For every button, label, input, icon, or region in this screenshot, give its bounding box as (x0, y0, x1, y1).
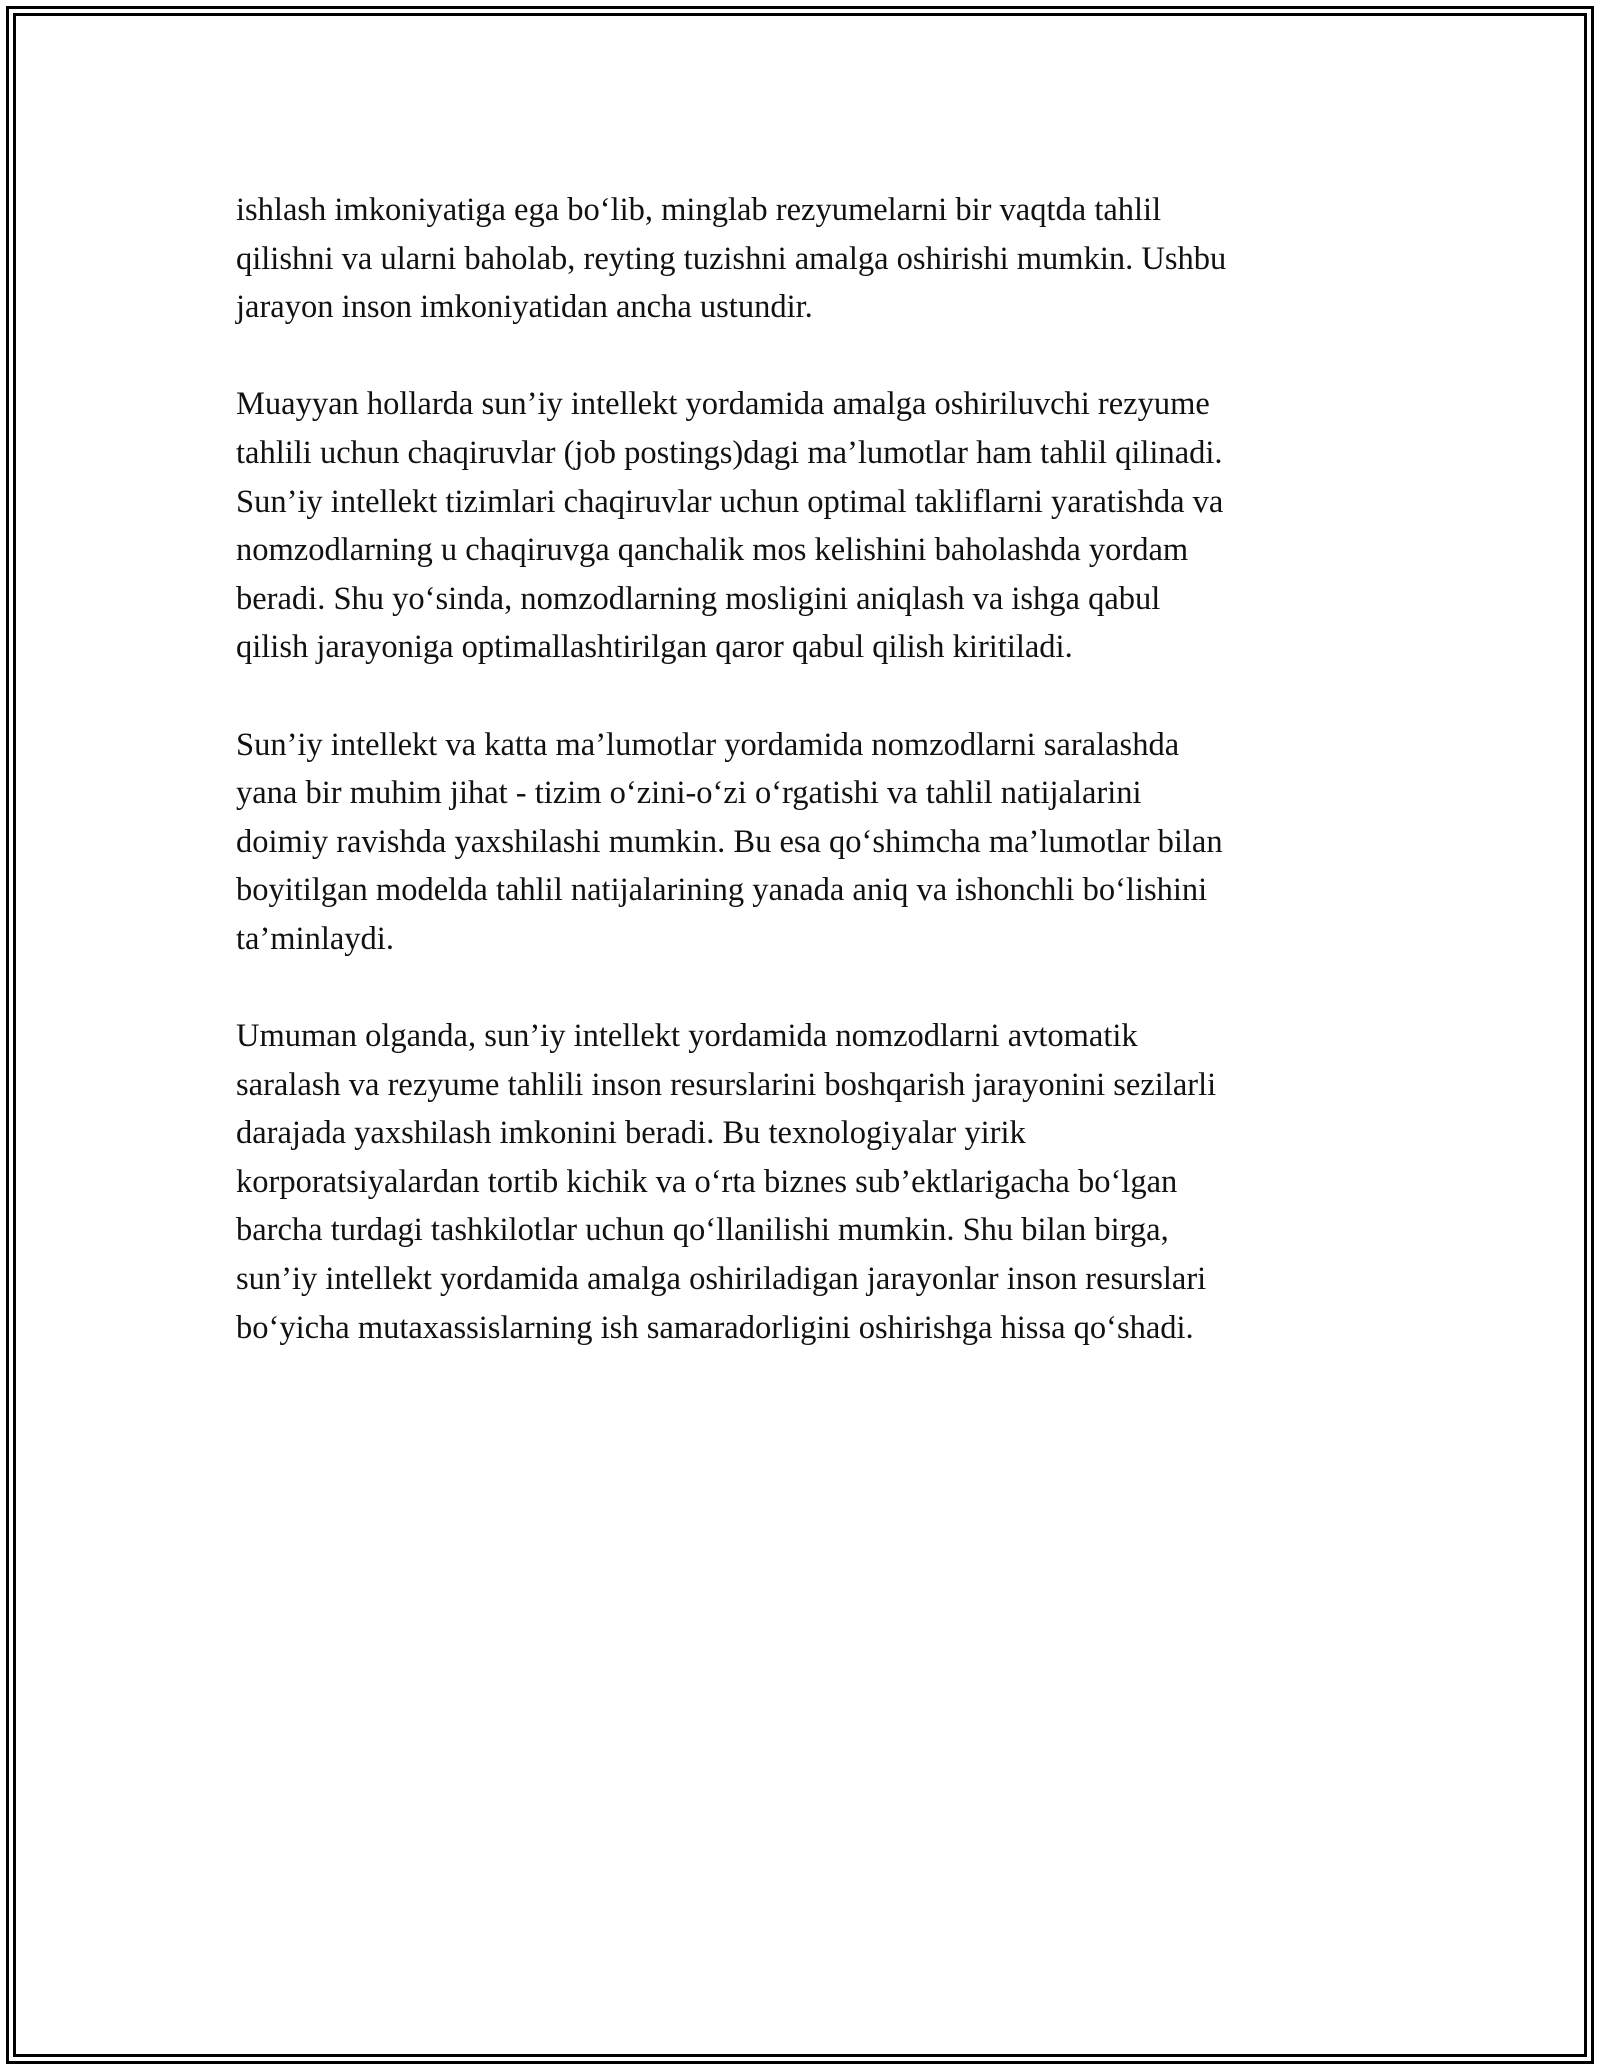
paragraph-1: ishlash imkoniyatiga ega bo‘lib, minglab rezyumelarni bir vaqtda tahlil qilishni va ularni baholab, reyting tuzishni amalga oshirishi mumkin. Ushbu jarayon inson imkoniyatidan ancha ustundir. (236, 192, 1227, 326)
paragraph-2: Muayyan hollarda sun’iy intellekt yordamida amalga oshiriluvchi rezyume tahlili uchun chaqiruvlar (job postings)dagi ma’lumotlar ham tahlil qilinadi. Sun’iy intellekt tizimlari chaqiruvlar uchun optimal takliflarni yaratishda va nomzodlarning u chaqiruvga qanchalik mos kelishini baholashda yordam beradi. Shu yo‘sinda, nomzodlarning mosligini aniqlash va ishga qabul qilish jarayoniga optimallashtirilgan qaror qabul qilish kiritiladi. (236, 386, 1224, 666)
paragraph-3: Sun’iy intellekt va katta ma’lumotlar yordamida nomzodlarni saralashda yana bir muhim jihat - tizim o‘zini-o‘zi o‘rgatishi va tahlil natijalarini doimiy ravishda yaxshilashi mumkin. Bu esa qo‘shimcha ma’lumotlar bilan boyitilgan modelda tahlil natijalarining yanada aniq va ishonchli bo‘lishini ta’minlaydi. (236, 726, 1223, 957)
document-body (236, 186, 1366, 1401)
paragraph-4: Umuman olganda, sun’iy intellekt yordamida nomzodlarni avtomatik saralash va rezyume tahlili inson resurslarini boshqarish jarayonini sezilarli darajada yaxshilash imkonini beradi. Bu texnologiyalar yirik korporatsiyalardan tortib kichik va o‘rta biznes sub’ektlarigacha bo‘lgan barcha turdagi tashkilotlar uchun qo‘llanilishi mumkin. Shu bilan birga, sun’iy intellekt yordamida amalga oshiriladigan jarayonlar inson resurslari bo‘yicha mutaxassislarning ish samaradorligini oshirishga hissa qo‘shadi. (236, 1018, 1217, 1346)
